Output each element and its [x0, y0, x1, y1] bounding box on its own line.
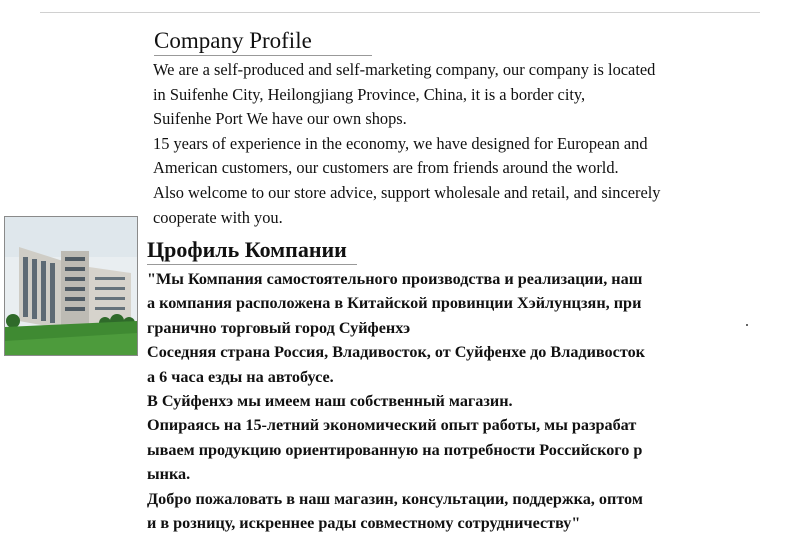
russian-line: Опираясь на 15-летний экономический опыт работы, мы разрабат — [147, 416, 637, 435]
top-divider — [40, 12, 760, 13]
russian-line: а 6 часа езды на автобусе. — [147, 367, 334, 386]
russian-line: гранично торговый город Суйфенхэ — [147, 318, 411, 337]
english-line: American customers, our customers are from friends around the world. — [153, 158, 619, 178]
russian-line: и в розницу, искреннее рады совместному сотрудничеству" — [147, 513, 581, 532]
russian-line: В Суйфенхэ мы имеем наш собственный магазин. — [147, 391, 513, 410]
english-line: Suifenhe Port We have our own shops. — [153, 109, 407, 129]
russian-line: ываем продукцию ориентированную на потребности Российского р — [147, 440, 643, 459]
english-title: Company Profile — [154, 27, 372, 56]
english-line: in Suifenhe City, Heilongjiang Province, China, it is a border city, — [153, 84, 586, 104]
russian-line: Соседняя страна Россия, Владивосток, от Суйфенхе до Владивосток — [147, 343, 645, 362]
russian-line: Добро пожаловать в наш магазин, консультации, поддержка, оптом — [147, 489, 643, 508]
company-building-photo — [4, 216, 138, 356]
english-line: We are a self-produced and self-marketing company, our company is located — [153, 60, 656, 79]
russian-line: а компания расположена в Китайской провинции Хэйлунцзян, при — [147, 294, 642, 313]
english-line: 15 years of experience in the economy, we have designed for European and — [153, 133, 648, 153]
russian-line: ынка. — [147, 465, 191, 484]
english-description — [153, 58, 773, 230]
russian-line: "Мы Компания самостоятельного производства и реализации, наш — [147, 270, 643, 288]
english-line: cooperate with you. — [153, 207, 283, 227]
english-line: Also welcome to our store advice, support wholesale and retail, and sincerely — [153, 182, 661, 202]
stray-dot — [746, 324, 748, 326]
russian-description — [147, 267, 797, 535]
russian-title: Црофиль Компании — [147, 236, 357, 265]
